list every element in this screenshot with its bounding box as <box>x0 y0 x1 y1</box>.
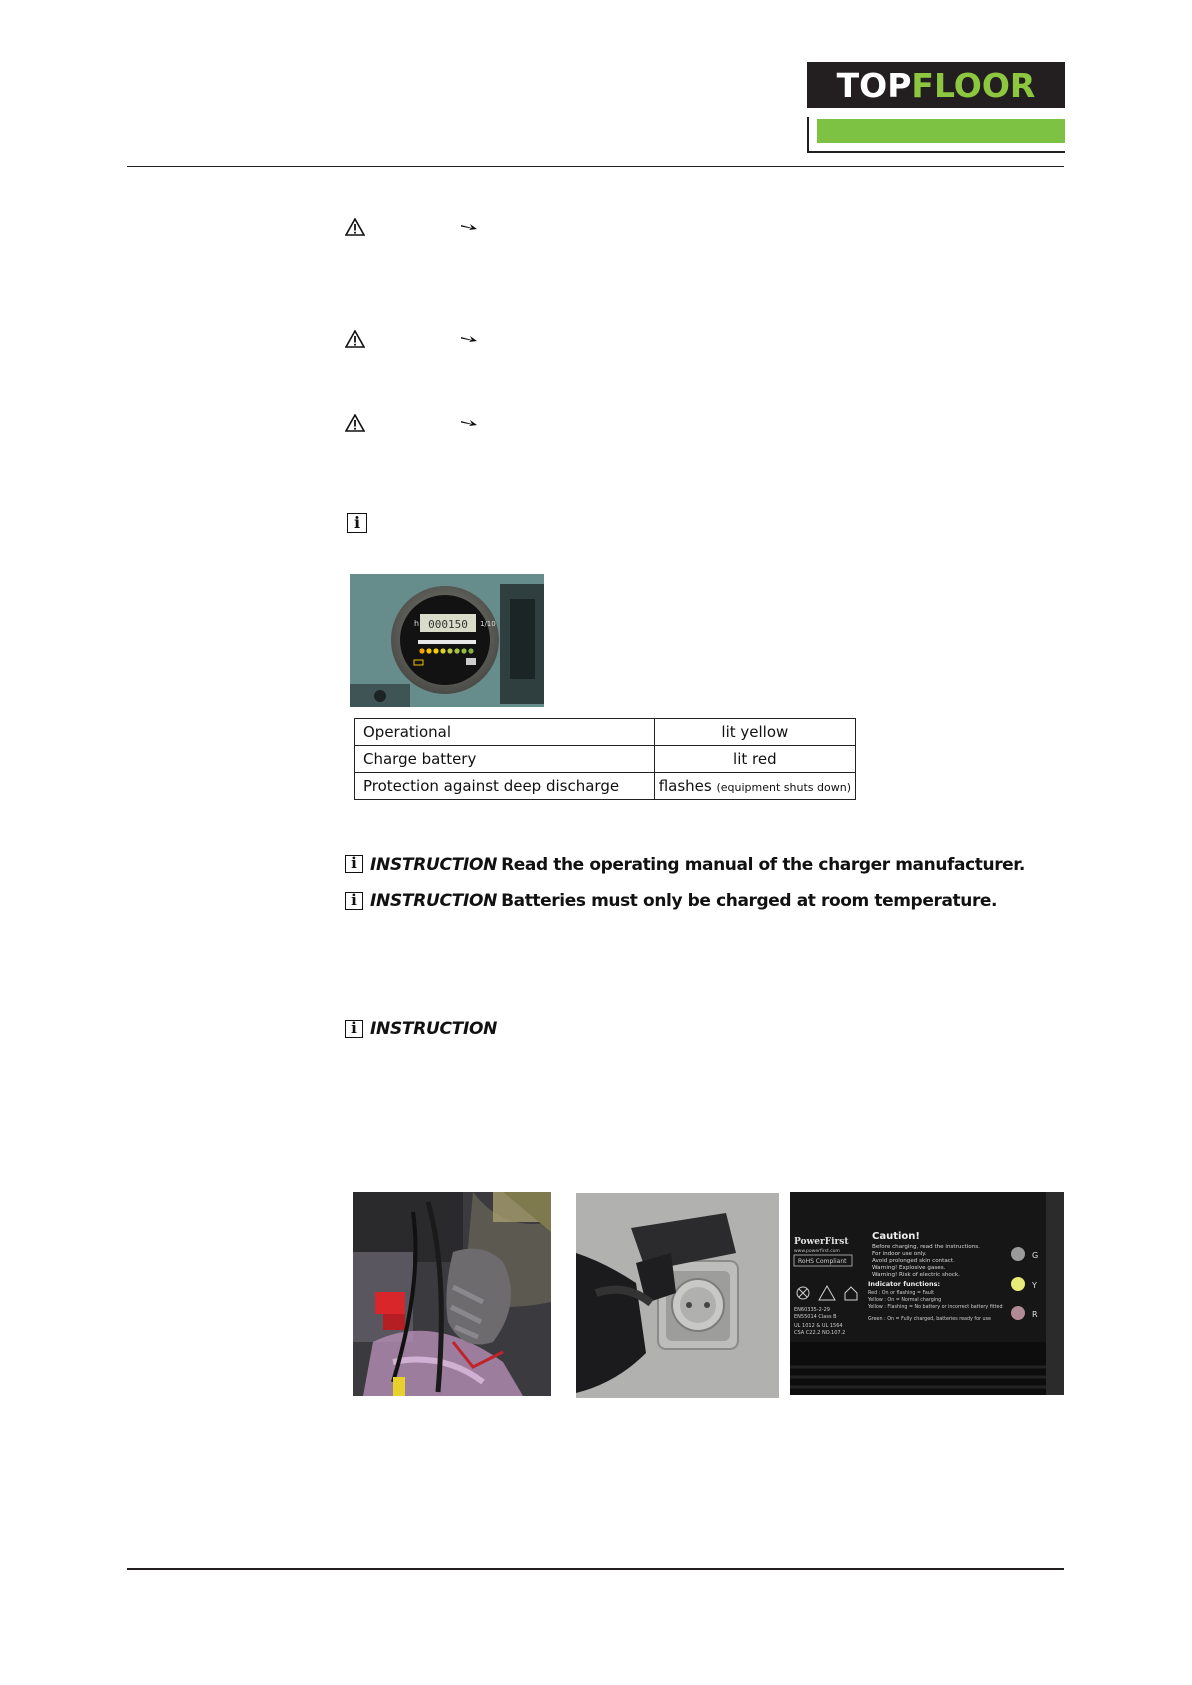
arrow-right-icon <box>460 418 478 428</box>
instruction-line <box>370 855 1025 875</box>
instruction-text: Read the operating manual of the charger manufacturer. <box>501 855 1025 875</box>
wall-socket-photo <box>576 1193 779 1398</box>
charger-standard: EN60335-2-29 <box>794 1307 830 1313</box>
charger-standard: UL 1012 & UL 1564 <box>794 1323 843 1329</box>
gauge-unit: h <box>414 619 420 628</box>
indicator-text: flashes <box>658 777 712 795</box>
logo-green-bar <box>817 119 1065 143</box>
state-cell: Charge battery <box>355 746 655 773</box>
indicator-note: (equipment shuts down) <box>716 781 851 794</box>
indicator-cell <box>654 773 855 800</box>
charger-caution-item: For indoor use only. <box>872 1251 927 1257</box>
yellow-led <box>1011 1277 1025 1291</box>
info-icon: i <box>347 513 367 533</box>
state-cell: Operational <box>355 719 655 746</box>
table-row <box>355 773 856 800</box>
logo-word-floor: FLOOR <box>911 66 1036 105</box>
logo-word-top: TOP <box>836 66 912 105</box>
gauge-suffix: 1/10 <box>480 620 496 628</box>
charger-indicator-line: Red : On or flashing = Fault <box>868 1291 935 1296</box>
topfloor-logo <box>807 62 1065 108</box>
info-icon: i <box>345 855 363 873</box>
charger-caution-item: Avoid prolonged skin contact. <box>872 1258 955 1264</box>
instruction-keyword: INSTRUCTION <box>370 855 498 875</box>
arrow-right-icon <box>460 334 478 344</box>
instruction-keyword: INSTRUCTION <box>370 1019 498 1039</box>
battery-connector-photo <box>353 1192 551 1396</box>
charger-caution-item: Warning! Explosive gases. <box>872 1265 946 1271</box>
table-row <box>355 746 856 773</box>
charger-standard: EN55014 Class B <box>794 1314 837 1320</box>
instruction-line <box>370 891 997 911</box>
led-label: R <box>1032 1310 1038 1319</box>
info-icon: i <box>345 1020 363 1038</box>
red-led <box>1011 1306 1025 1320</box>
charger-label-photo <box>790 1192 1064 1395</box>
led-label: Y <box>1032 1281 1037 1290</box>
instruction-text: Batteries must only be charged at room temperature. <box>501 891 998 911</box>
charger-standard: CSA C22.2 NO.107.2 <box>794 1330 846 1336</box>
charger-site: www.powerfirst.com <box>794 1249 840 1254</box>
footer-rule <box>127 1568 1064 1570</box>
charger-caution-item: Before charging, read the instructions. <box>872 1244 980 1250</box>
indicator-cell: lit red <box>654 746 855 773</box>
instruction-keyword: INSTRUCTION <box>370 891 498 911</box>
header-rule <box>127 166 1064 167</box>
indicator-cell: lit yellow <box>654 719 855 746</box>
table-row <box>355 719 856 746</box>
info-icon: i <box>345 892 363 910</box>
logo-bracket-base <box>807 151 1065 153</box>
charger-indicator-title: Indicator functions: <box>868 1280 941 1288</box>
warning-icon <box>345 330 365 348</box>
logo-bracket <box>807 117 809 153</box>
warning-icon <box>345 414 365 432</box>
green-led <box>1011 1247 1025 1261</box>
warning-icon <box>345 218 365 236</box>
charger-indicator-line: Green : On = Fully charged, batteries ready for use <box>868 1317 991 1322</box>
charger-brand: PowerFirst <box>794 1237 849 1247</box>
instruction-line <box>370 1019 501 1039</box>
battery-gauge-photo <box>350 574 544 707</box>
charger-rohs: RoHS Compliant <box>798 1258 847 1265</box>
charger-indicator-line: Yellow : On = Normal charging <box>868 1298 942 1303</box>
charger-caution-title: Caution! <box>872 1231 920 1242</box>
led-label: G <box>1032 1251 1039 1260</box>
arrow-right-icon <box>460 222 478 232</box>
battery-status-table <box>354 718 856 800</box>
state-cell: Protection against deep discharge <box>355 773 655 800</box>
charger-caution-item: Warning! Risk of electric shock. <box>872 1272 960 1278</box>
charger-indicator-line: Yellow : Flashing = No battery or incorrect battery fitted <box>868 1305 1003 1310</box>
gauge-odometer: 000150 <box>428 618 468 631</box>
